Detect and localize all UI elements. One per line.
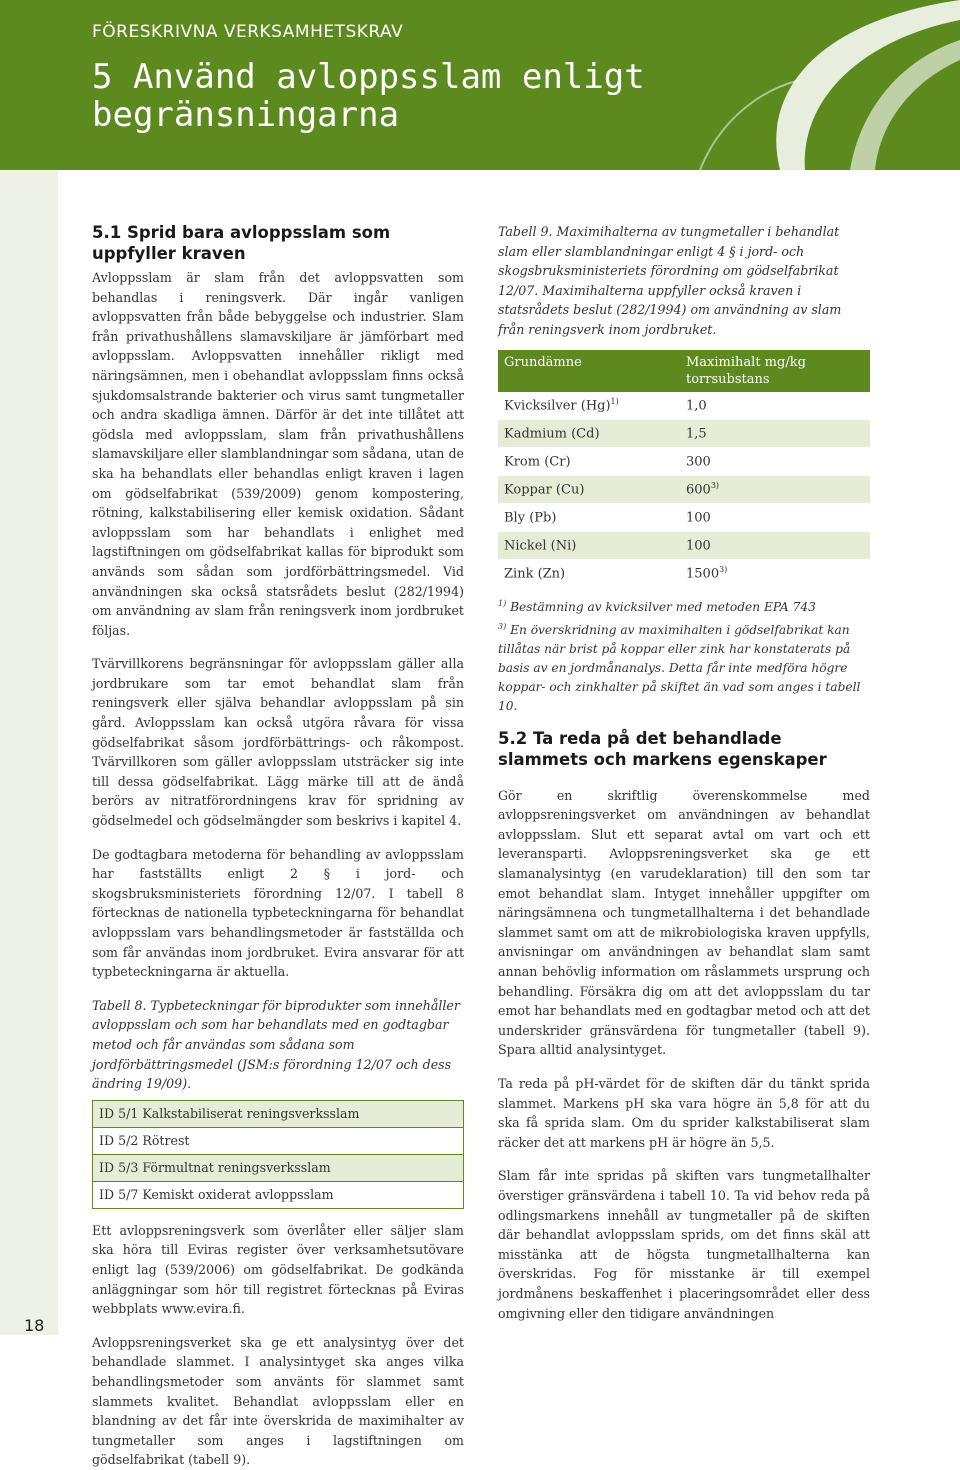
metal-name: Krom (Cr) <box>504 454 571 470</box>
table9-footnote <box>498 617 870 716</box>
table-cell: ID 5/2 Rötrest <box>93 1127 464 1154</box>
paragraph: Avloppsreningsverket ska ge ett analysintyg över det behandlade slammet. I analysintyget ska anges vilka behandlingsmetoder som använts för slammet samt slammets kvalitet. Behandlat avloppsslam eller en blandning av det får inte överskrida de maximihalter av tungmetaller som anges i lagstiftningen om gödselfabrikat (tabell 9). <box>92 1334 464 1468</box>
right-column <box>498 222 870 1323</box>
spacer <box>498 774 870 786</box>
header-element: Grundämne <box>498 350 680 392</box>
footnote-text: En överskridning av maximihalten i gödselfabrikat kan tillåtas när brist på koppar eller zink har konstaterats på basis av en jordmånanalys. Detta får inte medföra högre koppar- och zinkhalter på skiftet än vad som anges i tabell 10. <box>498 622 861 713</box>
table9-footnote <box>498 594 870 617</box>
paragraph: Ett avloppsreningsverk som överlåter eller säljer slam ska höra till Eviras register över verksamhetsutövare enligt lag (539/2006) om gödselfabrikat. De godkända anläggningar som hör till registret förtecknas på Eviras webbplats www.evira.fi. <box>92 1222 464 1317</box>
table-cell: ID 5/3 Förmultnat reningsverksslam <box>93 1154 464 1181</box>
max-value: 1,0 <box>686 398 707 414</box>
max-value: 300 <box>686 454 711 470</box>
section-label: FÖRESKRIVNA VERKSAMHETSKRAV <box>92 22 404 42</box>
metal-name: Bly (Pb) <box>504 510 557 526</box>
table-row <box>93 1127 464 1154</box>
table-header-row <box>498 350 870 392</box>
footnote-ref: 1) <box>610 396 619 406</box>
table-row <box>93 1154 464 1181</box>
paragraph: Slam får inte spridas på skiften vars tungmetallhalter överstiger gränsvärdena i tabell 10. Ta vid behov reda på odlingsmarkens innehåll av tungmetaller på de skiften där behandlat avloppsslam sprids, om det finns skäl att misstänka att de högsta tungmetallhalterna kan överskridas. Fog för misstanke är till exempel jordmånens beskaffenhet i placeringsområdet eller dess omgivning eller den tidigare användningen <box>498 1168 870 1321</box>
footnote-mark: 1) <box>498 598 507 608</box>
max-value: 1,5 <box>686 426 707 442</box>
max-value: 600 <box>686 482 711 498</box>
page-number: 18 <box>24 1316 45 1335</box>
metal-name: Koppar (Cu) <box>504 482 585 498</box>
metal-name: Kadmium (Cd) <box>504 426 600 442</box>
section-heading-5-1: 5.1 Sprid bara avloppsslam som uppfyller kraven <box>92 223 391 263</box>
paragraph: Tvärvillkorens begränsningar för avloppsslam gäller alla jordbrukare som tar emot behandlat slam från reningsverk eller själva behandlar avloppsslam på sin gård. Avloppsslam kan också utgöra råvara för vissa gödselfabrikat såsom jordförbättrings- och råkompost. Tvärvillkoren som gäller avloppsslam utsträcker sig inte till dessa gödselfabrikat. Lägg märke till att de ändå berörs av nitratförordningens krav för spridning av gödselmedel och gödselmängder som beskrivs i kapitel 4. <box>92 656 464 829</box>
footnote-ref: 3) <box>710 480 720 490</box>
table-row <box>498 447 870 475</box>
table8 <box>92 1100 464 1209</box>
table8-caption: Tabell 8. Typbeteckningar för biprodukter som innehåller avloppsslam och som har behandlats med en godtagbar metod och får användas som sådana som jordförbättringsmedel (JSM:s förordning 12/07 och dess ändring 19/09). <box>92 997 460 1092</box>
table-cell: ID 5/1 Kalkstabiliserat reningsverksslam <box>93 1100 464 1127</box>
paragraph: De godtagbara metoderna för behandling av avloppsslam har fastställts enligt 2 § i jord- och skogsbruksministeriets förordning 12/07. I tabell 8 förtecknas de nationella typbeteckningarna för behandlat avloppsslam vars behandlingsmetoder är fastställda och som får användas inom jordbruket. Evira ansvarar för att typbeteckningarna är aktuella. <box>92 846 464 980</box>
paragraph: Ta reda på pH-värdet för de skiften där du tänkt sprida slammet. Markens pH ska vara högre än 5,8 för att du ska få sprida slam. Om du sprider kalkstabiliserat slam räcker det att markens pH är högre än 5,5. <box>498 1076 870 1150</box>
table-row <box>498 419 870 447</box>
metal-name: Kvicksilver (Hg) <box>504 398 611 414</box>
table-row <box>498 503 870 531</box>
metal-name: Zink (Zn) <box>504 566 566 582</box>
paragraph: Avloppsslam är slam från det avloppsvatten som behandlas i reningsverk. Där ingår vanligen avloppsvatten från både bebyggelse och industrier. Slam från privathushållens slamavskiljare är jämförbart med avloppsslam. Avloppsvatten innehåller rikligt med näringsämnen, men i obehandlat avloppsslam finns också sjukdomsalstrande bakterier och virus samt tungmetaller och andra skadliga ämnen. Därför är det inte tillåtet att gödsla med avloppsslam, slam från privathushållens slamavskiljare eller slamblandningar som sådana, utan de ska ha behandlats eller behandlas enligt kraven i lagen om gödselfabrikat (539/2009) genom kompostering, rötning, kalkstabilisering eller kemisk oxidation. Sådant avloppsslam som har behandlats i enlighet med lagstiftningen om gödselfabrikat kallas för biprodukt som används som sådan som jordförbättringsmedel. Vid användningen ska också statsrådets beslut (282/1994) om användning av slam från reningsverk inom jordbruket följas. <box>92 270 464 638</box>
max-value: 100 <box>686 510 711 526</box>
table-row <box>498 531 870 559</box>
metal-name: Nickel (Ni) <box>504 538 577 554</box>
table9 <box>498 350 870 588</box>
table-row <box>93 1181 464 1208</box>
sidebar-band <box>0 170 58 1335</box>
spacer <box>498 716 870 728</box>
table-row <box>93 1100 464 1127</box>
section-heading-5-2: 5.2 Ta reda på det behandlade slammets och markens egenskaper <box>498 728 827 769</box>
footnote-ref: 3) <box>719 564 728 574</box>
table-row <box>498 559 870 587</box>
table-row <box>498 475 870 503</box>
table-cell: ID 5/7 Kemiskt oxiderat avloppsslam <box>93 1181 464 1208</box>
left-column <box>92 222 464 1470</box>
footnote-mark: 3) <box>498 621 507 631</box>
header-max: Maximihalt mg/kg torrsubstans <box>680 350 870 392</box>
footnote-text: Bestämning av kvicksilver med metoden EPA 743 <box>510 599 816 614</box>
max-value: 100 <box>686 538 711 554</box>
max-value: 1500 <box>686 566 720 582</box>
header-band <box>0 0 960 170</box>
table9-caption: Tabell 9. Maximihalterna av tungmetaller i behandlat slam eller slamblandningar enligt 4 § i jord- och skogsbruksministeriets förordning om gödselfabrikat 12/07. Maximihalterna uppfyller också kraven i statsrådets beslut (282/1994) om användning av slam från reningsverk inom jordbruket. <box>498 224 842 337</box>
paragraph: Gör en skriftlig överenskommelse med avloppsreningsverket om användningen av behandlat avloppsslam. Slut ett separat avtal om vart och ett leveransparti. Avloppsreningsverket ska ge ett slamanalysintyg (en varudeklaration) till den som tar emot behandlat slam. Intyget innehåller uppgifter om näringsämnena och tungmetallhalterna i det behandlade slammet samt om att de mikrobiologiska kraven uppfylls, anvisningar om användningen av behandlat slam samt annan behövlig information om råslammets ursprung och behandling. Försäkra dig om att det avloppsslam du tar emot har behandlats med en godtagbar metod och att det underskrider gränsvärdena för tungmetaller (tabell 9). Spara alltid analysintyget. <box>498 787 870 1058</box>
table-row <box>498 392 870 420</box>
page-title: 5 Använd avloppsslam enligt begränsningarna <box>92 57 645 135</box>
